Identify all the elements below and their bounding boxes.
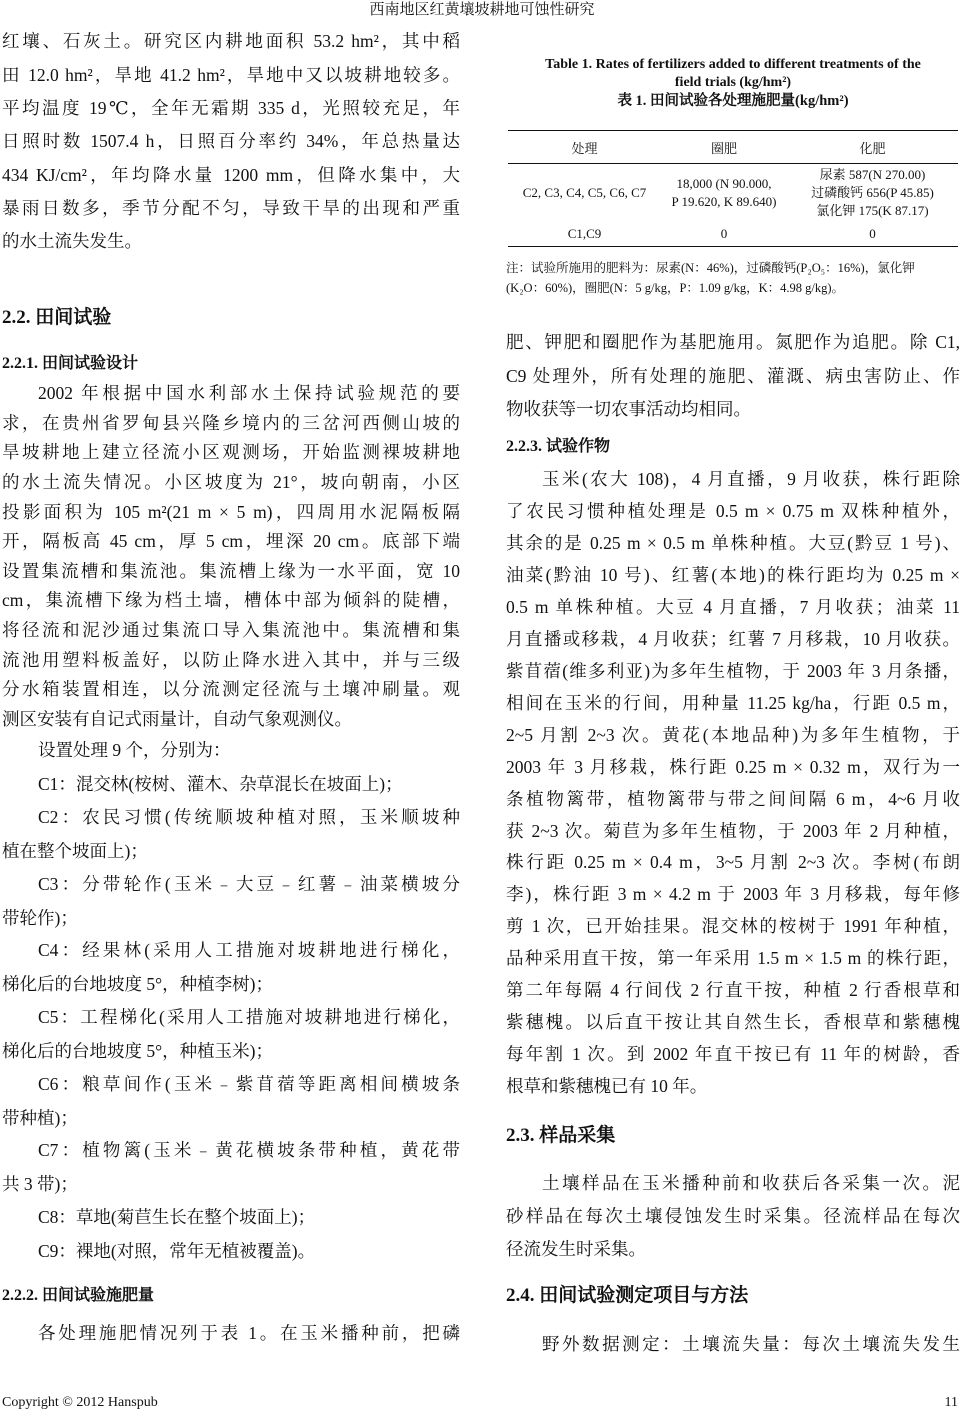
cell-line: 尿素 587(N 270.00) xyxy=(819,167,926,182)
table-cell-treatment xyxy=(508,164,661,223)
text-line: C2：农民习惯(传统顺坡种植对照，玉米顺坡种 xyxy=(38,807,460,828)
text-line: C7：植物篱(玉米﹣黄花横坡条带种植，黄花带 xyxy=(38,1140,460,1161)
text-line: 共 3 带)； xyxy=(2,1173,78,1194)
table-cell-treatment xyxy=(508,222,661,247)
paragraph xyxy=(2,801,460,868)
cell-line: 过磷酸钙 656(P 45.85) xyxy=(811,185,934,200)
table-caption-en-line: Table 1. Rates of fertilizers added to different treatments of the xyxy=(545,57,921,72)
paragraph xyxy=(506,464,960,1103)
running-header: 西南地区红黄壤坡耕地可蚀性研究 xyxy=(369,2,595,18)
text-line: C9：裸地(对照，常年无植被覆盖)。 xyxy=(38,1241,316,1262)
text-line: C4：经果林(采用人工措施对坡耕地进行梯化， xyxy=(38,940,460,961)
table-caption-zh: 表 1. 田间试验各处理施肥量(kg/hm²) xyxy=(617,93,849,109)
text-line: 测区安装有自记式雨量计，自动气象观测仪。 xyxy=(2,708,352,729)
text-line: 株行距 0.25 m × 0.4 m，3~5 月割 2~3 次。李树(布朗 xyxy=(506,852,960,873)
text-line: 将径流和泥沙通过集流口导入集流池中。集流槽和集 xyxy=(2,619,460,640)
text-line: 求，在贵州省罗甸县兴隆乡境内的三岔河西侧山坡的 xyxy=(2,412,460,433)
paragraph xyxy=(2,1068,460,1135)
text-line: 的水土流失情况。小区坡度为 21°，坡向朝南，小区 xyxy=(2,471,460,492)
section-heading xyxy=(2,352,460,376)
paragraph xyxy=(2,734,460,767)
text-line: C3：分带轮作(玉米﹣大豆﹣红薯﹣油菜横坡分 xyxy=(38,874,460,895)
table-note-line: 注：试验所施用的肥料为：尿素(N：46%)，过磷酸钙(P₂O₅：16%)，氯化钾 xyxy=(506,261,915,275)
cell-line: P 19.620, K 89.640) xyxy=(671,194,777,209)
table-caption-en-line: field trials (kg/hm²) xyxy=(674,75,792,90)
cell-line: C1,C9 xyxy=(567,226,602,241)
text-line: 梯化后的台地坡度 5°，种植李树)； xyxy=(2,973,273,994)
section-heading xyxy=(2,305,460,331)
text-line: 平均温度 19℃，全年无霜期 335 d，光照较充足，年 xyxy=(2,97,460,118)
text-line: 土壤样品在玉米播种前和收获后各采集一次。泥 xyxy=(542,1172,960,1193)
text-line: 野外数据测定：土壤流失量：每次土壤流失发生 xyxy=(542,1333,960,1354)
heading-text: 2.2.1. 田间试验设计 xyxy=(2,355,139,372)
text-line: 了农民习惯种植处理是 0.5 m × 0.75 m 双株种植外， xyxy=(506,500,960,521)
paragraph xyxy=(2,1001,460,1068)
text-line: 紫穗槐。以后直干按让其自然生长，香根草和紫穗槐 xyxy=(506,1012,960,1033)
table-cell-chemical xyxy=(787,164,958,223)
heading-text: 2.2. 田间试验 xyxy=(2,307,112,328)
text-line: 开，隔板高 45 cm，厚 5 cm，埋深 20 cm。底部下端 xyxy=(2,531,460,552)
text-line: 径流发生时采集。 xyxy=(506,1238,646,1259)
section-heading xyxy=(506,435,960,459)
paragraph xyxy=(2,768,460,801)
text-line: 带种植)； xyxy=(2,1107,78,1128)
section-heading xyxy=(506,1283,960,1309)
paragraph xyxy=(506,1167,960,1266)
table-cell-manure xyxy=(661,222,787,247)
text-line: 流池用塑料板盖好，以防止降水进入其中，并与三级 xyxy=(2,649,460,670)
paragraph xyxy=(2,1134,460,1201)
cell-line: 18,000 (N 90.000, xyxy=(676,176,772,191)
paragraph xyxy=(2,934,460,1001)
table-cell-manure xyxy=(661,164,787,223)
heading-text: 2.2.3. 试验作物 xyxy=(506,438,611,455)
table-caption xyxy=(506,56,960,110)
cell-line: C2, C3, C4, C5, C6, C7 xyxy=(522,185,647,200)
text-line: 红壤、石灰土。研究区内耕地面积 53.2 hm²，其中稻 xyxy=(2,31,460,52)
section-heading xyxy=(2,1284,460,1308)
text-line: C9 处理外，所有处理的施肥、灌溉、病虫害防止、作 xyxy=(506,365,960,386)
text-line: 紫苜蓿(维多利亚)为多年生植物，于 2003 年 3 月条播， xyxy=(506,660,960,681)
table-note xyxy=(506,258,962,298)
text-line: 相间在玉米的行间，用种量 11.25 kg/ha，行距 0.5 m， xyxy=(506,692,960,713)
text-line: 设置集流槽和集流池。集流槽上缘为一水平面，宽 10 xyxy=(2,560,460,581)
paragraph xyxy=(2,379,460,734)
text-line: 田 12.0 hm²，旱地 41.2 hm²，旱地中又以坡耕地较多。 xyxy=(2,64,460,85)
text-line: 砂样品在每次土壤侵蚀发生时采集。径流样品在每次 xyxy=(506,1205,960,1226)
footer-copyright: Copyright © 2012 Hanspub xyxy=(2,1395,158,1410)
paragraph xyxy=(2,1201,460,1234)
paragraph xyxy=(2,1317,460,1350)
text-line: C8：草地(菊苣生长在整个坡面上)； xyxy=(38,1207,316,1228)
page-number: 11 xyxy=(944,1395,958,1410)
cell-line: 0 xyxy=(720,226,728,241)
heading-text: 2.4. 田间试验测定项目与方法 xyxy=(506,1285,749,1306)
text-line: 第二年每隔 4 行间伐 2 行直干按，种植 2 行香根草和 xyxy=(506,980,960,1001)
heading-text: 2.3. 样品采集 xyxy=(506,1125,616,1146)
text-line: C1：混交林(桉树、灌木、杂草混长在坡面上)； xyxy=(38,774,403,795)
heading-text: 2.2.2. 田间试验施肥量 xyxy=(2,1287,155,1304)
text-line: cm，集流槽下缘为档土墙，槽体中部为倾斜的陡槽， xyxy=(2,590,460,611)
text-line: 日照时数 1507.4 h，日照百分率约 34%，年总热量达 xyxy=(2,131,460,152)
table-row xyxy=(508,164,958,223)
table-note-line: (K₂O：60%)，圈肥(N：5 g/kg，P：1.09 g/kg，K：4.98 g/kg)。 xyxy=(506,281,845,295)
text-line: 2003 年 3 月移栽，株行距 0.25 m × 0.32 m，双行为一 xyxy=(506,756,960,777)
text-line: 各处理施肥情况列于表 1。在玉米播种前，把磷 xyxy=(38,1323,460,1344)
text-line: 油菜(黔油 10 号)、红薯(本地)的株行距均为 0.25 m × xyxy=(506,564,960,585)
table-header-row xyxy=(508,131,958,164)
paragraph xyxy=(2,1235,460,1268)
text-line: 设置处理 9 个，分别为： xyxy=(38,740,231,761)
table-row xyxy=(508,222,958,247)
text-line: 剪 1 次，已开始挂果。混交林的桉树于 1991 年种植， xyxy=(506,916,960,937)
column-header: 圈肥 xyxy=(661,131,787,164)
text-line: 物收获等一切农事活动均相同。 xyxy=(506,398,751,419)
text-line: 品种采用直干按，第一年采用 1.5 m × 1.5 m 的株行距， xyxy=(506,948,960,969)
text-line: 2002 年根据中国水利部水土保持试验规范的要 xyxy=(38,383,460,404)
text-line: 分水箱装置相连，以分流测定径流与土壤冲刷量。观 xyxy=(2,679,460,700)
text-line: 根草和紫穗槐已有 10 年。 xyxy=(506,1076,708,1097)
text-line: C6：粮草间作(玉米﹣紫苜蓿等距离相间横坡条 xyxy=(38,1074,460,1095)
section-heading xyxy=(506,1123,960,1149)
text-line: 玉米(农大 108)，4 月直播，9 月收获，株行距除 xyxy=(542,469,960,490)
text-line: 的水土流失发生。 xyxy=(2,231,142,252)
paragraph xyxy=(2,868,460,935)
text-line: 旱坡耕地上建立径流小区观测场，开始监测裸坡耕地 xyxy=(2,442,460,463)
paragraph xyxy=(2,25,460,258)
fertilizer-table xyxy=(508,130,958,247)
cell-line: 0 xyxy=(869,226,876,241)
column-header: 处理 xyxy=(508,131,661,164)
text-line: 李)，株行距 3 m × 4.2 m 于 2003 年 3 月移栽，每年修 xyxy=(506,884,960,905)
text-line: 带轮作)； xyxy=(2,907,78,928)
text-line: 2~5 月割 2~3 次。黄花(本地品种)为多年生植物，于 xyxy=(506,724,960,745)
text-line: 投影面积为 105 m²(21 m × 5 m)，四周用水泥隔板隔 xyxy=(2,501,460,522)
text-line: 梯化后的台地坡度 5°，种植玉米)； xyxy=(2,1040,273,1061)
text-line: 其余的是 0.25 m × 0.5 m 单株种植。大豆(黔豆 1 号)、 xyxy=(506,532,960,553)
text-line: 月直播或移栽，4 月收获；红薯 7 月移栽，10 月收获。 xyxy=(506,628,960,649)
text-line: 肥、钾肥和圈肥作为基肥施用。氮肥作为追肥。除 C1, xyxy=(506,332,960,353)
column-header: 化肥 xyxy=(787,131,958,164)
text-line: 暴雨日数多，季节分配不匀，导致干旱的出现和严重 xyxy=(2,197,460,218)
text-line: C5：工程梯化(采用人工措施对坡耕地进行梯化， xyxy=(38,1007,460,1028)
text-line: 获 2~3 次。菊苣为多年生植物，于 2003 年 2 月种植， xyxy=(506,820,960,841)
paragraph xyxy=(506,1328,960,1361)
paragraph xyxy=(506,326,960,426)
cell-line: 氯化钾 175(K 87.17) xyxy=(816,203,929,218)
text-line: 0.5 m 单株种植。大豆 4 月直播，7 月收获；油菜 11 xyxy=(506,596,960,617)
text-line: 条植物篱带，植物篱带与带之间间隔 6 m，4~6 月收 xyxy=(506,788,960,809)
table-cell-chemical xyxy=(787,222,958,247)
text-line: 每年割 1 次。到 2002 年直干按已有 11 年的树龄，香 xyxy=(506,1044,960,1065)
text-line: 植在整个坡面上)； xyxy=(2,840,148,861)
text-line: 434 KJ/cm²，年均降水量 1200 mm，但降水集中，大 xyxy=(2,164,460,185)
